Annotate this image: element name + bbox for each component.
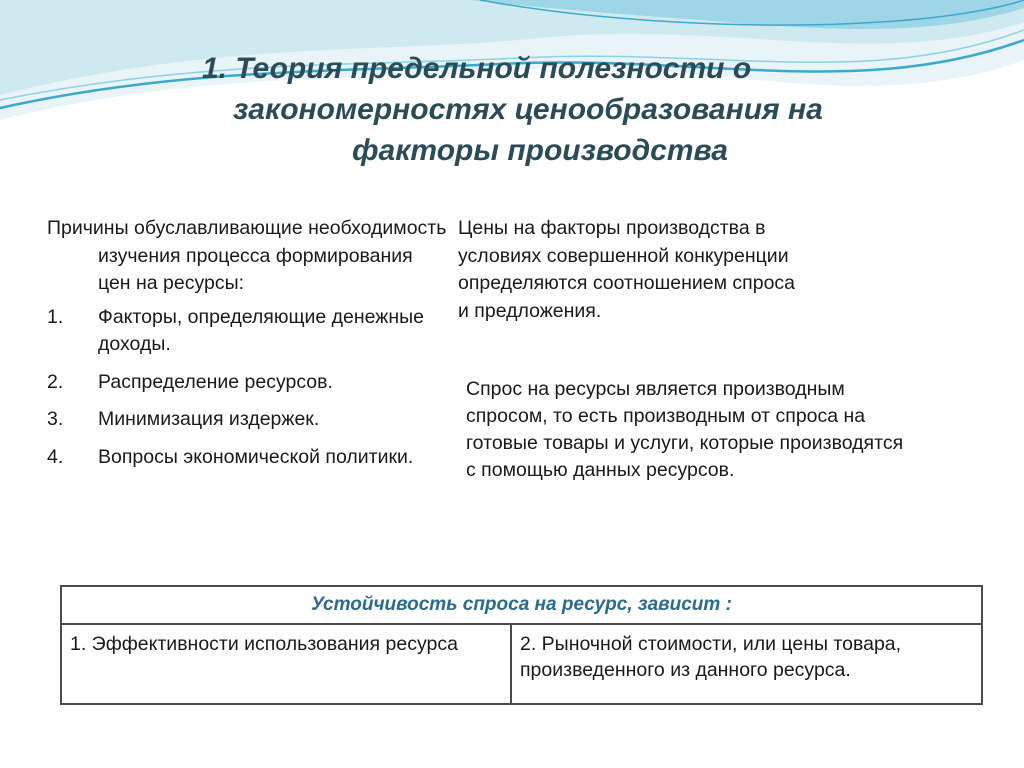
- list-item-text: Минимизация издержек.: [98, 408, 320, 430]
- title-line-2: закономерностях ценообразования на: [233, 93, 823, 126]
- slide-title: [130, 48, 930, 171]
- list-item: [47, 369, 447, 397]
- demand-stability-table: [60, 585, 983, 705]
- left-column: [47, 215, 447, 481]
- list-item: [47, 406, 447, 434]
- list-item-number: 4.: [47, 445, 64, 468]
- list-item-text: Вопросы экономической политики.: [98, 445, 414, 468]
- table-cell-efficiency: 1. Эффективности использования ресурса: [61, 624, 511, 704]
- list-item: [47, 304, 447, 359]
- table-cell-market-value: 2. Рыночной стоимости, или цены товара, произведенного из данного ресурса.: [511, 624, 982, 704]
- title-line-3: факторы производства: [352, 134, 728, 167]
- demand-text: Спрос на ресурсы является производным спросом, то есть производным от спроса на готовые товары и услуги, которые производятся с помощью данных ресурсов.: [466, 378, 904, 481]
- right-paragraph-prices: [458, 215, 798, 325]
- prices-text: Цены на факторы производства в условиях совершенной конкуренции определяются соотношением спроса и предложения.: [458, 217, 796, 322]
- list-item-number: 2.: [47, 370, 64, 393]
- list-item: [47, 444, 447, 472]
- list-item-text: Распределение ресурсов.: [98, 370, 333, 393]
- list-item-number: 1.: [47, 305, 64, 328]
- title-line-1: 1. Теория предельной полезности о: [202, 52, 752, 85]
- table-row: [61, 624, 982, 704]
- right-paragraph-demand: [466, 376, 916, 484]
- list-item-text: Факторы, определяющие денежные доходы.: [98, 305, 424, 355]
- list-item-number: 3.: [47, 408, 64, 430]
- left-intro: Причины обуславливающие необходимость изучения процесса формирования цен на ресурсы:: [47, 217, 447, 294]
- reasons-list: [47, 304, 447, 472]
- table-header: Устойчивость спроса на ресурс, зависит :: [61, 586, 982, 624]
